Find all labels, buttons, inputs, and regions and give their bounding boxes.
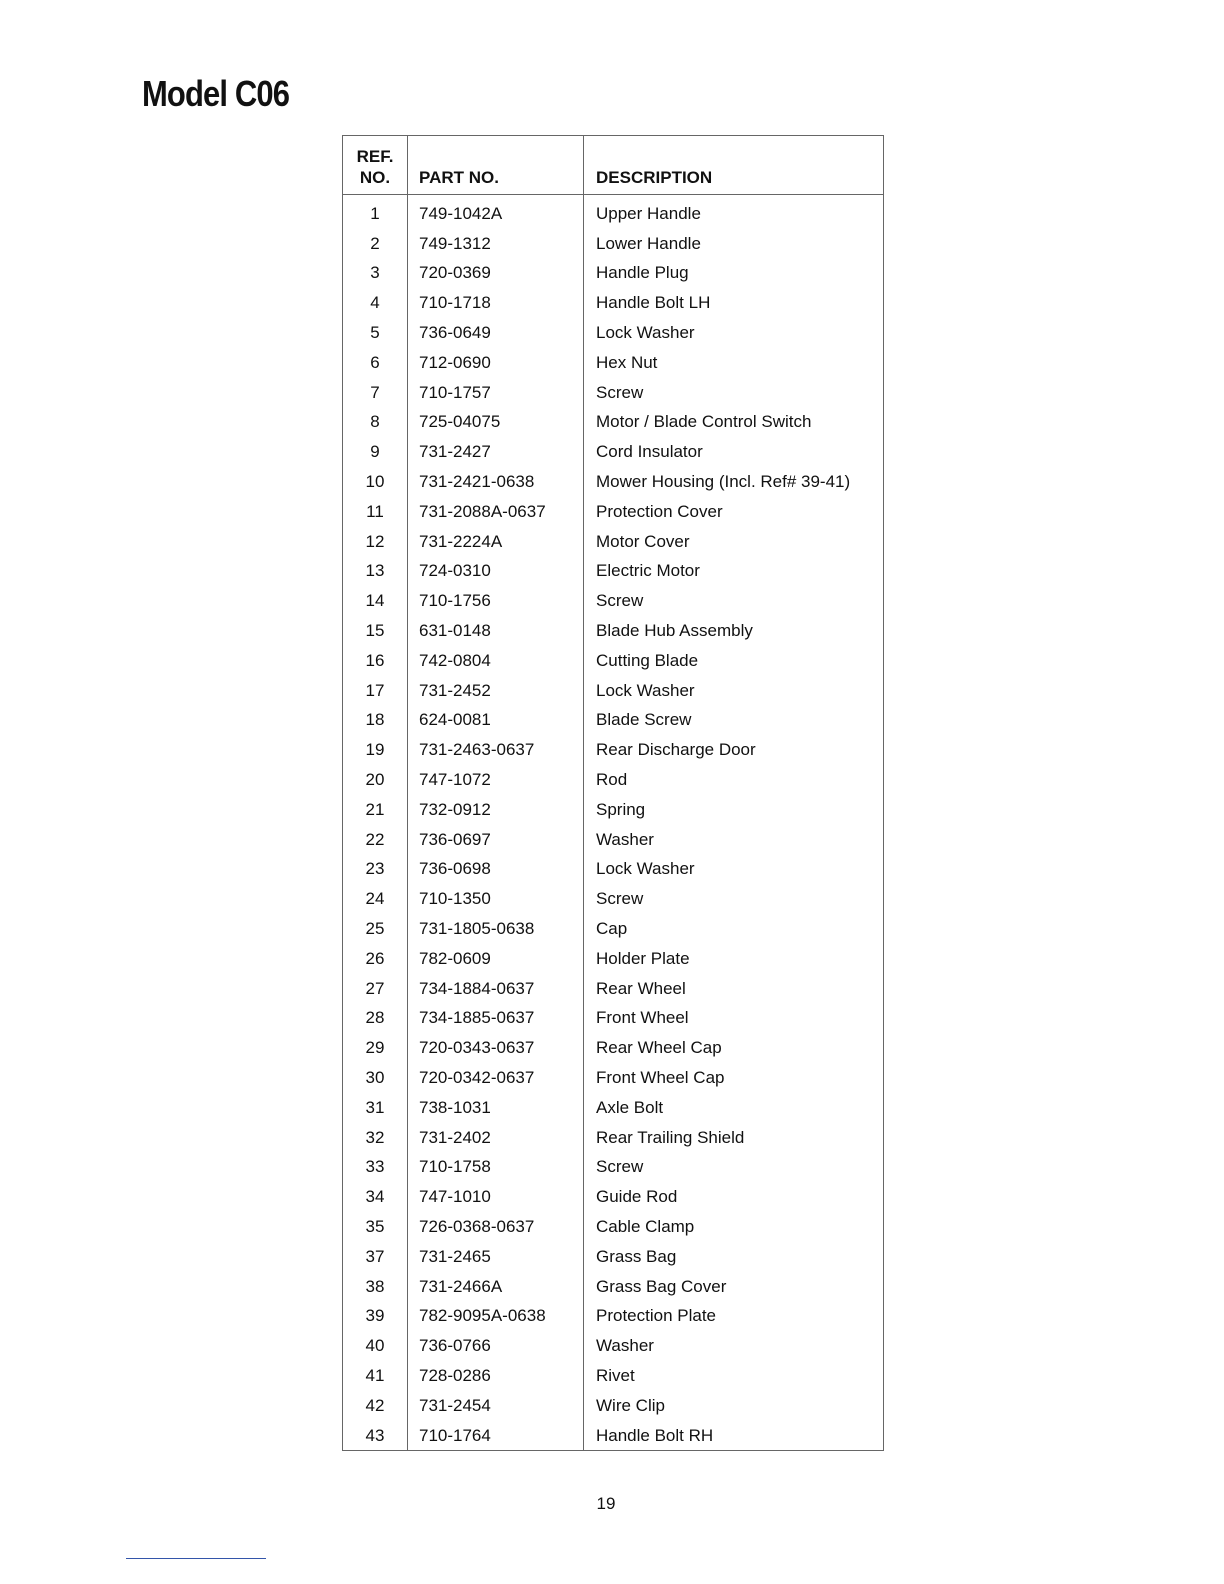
description-cell: Screw xyxy=(584,884,884,914)
ref-no-cell: 29 xyxy=(365,1038,385,1058)
table-row xyxy=(343,706,884,736)
description-cell: Rivet xyxy=(584,1361,884,1391)
part-no-cell: 731-2224A xyxy=(408,527,584,557)
ref-no-cell: 30 xyxy=(365,1068,385,1087)
part-no-cell: 731-2421-0638 xyxy=(408,467,584,497)
table-row xyxy=(343,557,884,587)
table-row xyxy=(343,1331,884,1361)
description-cell: Lock Washer xyxy=(584,855,884,885)
description-cell: Blade Screw xyxy=(584,706,884,736)
header-ref-line2: NO. xyxy=(359,168,391,187)
description-cell: Hex Nut xyxy=(584,348,884,378)
table-row xyxy=(343,259,884,289)
description-cell: Upper Handle xyxy=(584,195,884,229)
ref-no-cell: 26 xyxy=(365,948,385,968)
table-row xyxy=(343,288,884,318)
ref-no-cell: 27 xyxy=(365,978,385,998)
ref-no-cell: 3 xyxy=(370,263,380,283)
part-no-cell: 710-1756 xyxy=(408,586,584,616)
description-cell: Handle Bolt RH xyxy=(584,1421,884,1451)
description-cell: Rear Wheel Cap xyxy=(584,1033,884,1063)
part-no-cell: 720-0342-0637 xyxy=(408,1063,584,1093)
table-row xyxy=(343,1361,884,1391)
ref-no-cell: 1 xyxy=(370,203,380,223)
description-cell: Cord Insulator xyxy=(584,437,884,467)
table-row xyxy=(343,1212,884,1242)
description-cell: Washer xyxy=(584,825,884,855)
description-cell: Lock Washer xyxy=(584,676,884,706)
table-row xyxy=(343,1093,884,1123)
ref-no-cell: 18 xyxy=(365,710,385,730)
description-cell: Grass Bag Cover xyxy=(584,1272,884,1302)
table-row xyxy=(343,1421,884,1451)
description-cell: Rear Discharge Door xyxy=(584,735,884,765)
ref-no-cell: 5 xyxy=(370,323,380,343)
part-no-cell: 710-1718 xyxy=(408,288,584,318)
ref-no-cell: 37 xyxy=(365,1246,385,1266)
table-row xyxy=(343,378,884,408)
description-cell: Wire Clip xyxy=(584,1391,884,1421)
table-row xyxy=(343,586,884,616)
header-ref-line1: REF. xyxy=(356,147,394,166)
table-row xyxy=(343,467,884,497)
table-row xyxy=(343,408,884,438)
ref-no-cell: 14 xyxy=(365,591,385,611)
ref-no-cell: 19 xyxy=(365,740,385,760)
ref-no-cell: 38 xyxy=(365,1276,385,1296)
part-no-cell: 731-2402 xyxy=(408,1123,584,1153)
ref-no-cell: 34 xyxy=(365,1187,385,1207)
description-cell: Blade Hub Assembly xyxy=(584,616,884,646)
description-cell: Mower Housing (Incl. Ref# 39-41) xyxy=(584,467,884,497)
part-no-cell: 731-2088A-0637 xyxy=(408,497,584,527)
part-no-cell: 731-2463-0637 xyxy=(408,735,584,765)
header-part-no: PART NO. xyxy=(408,136,584,195)
parts-table-header xyxy=(343,136,884,195)
part-no-cell: 731-2452 xyxy=(408,676,584,706)
ref-no-cell: 31 xyxy=(365,1097,385,1117)
parts-table xyxy=(342,135,884,1451)
part-no-cell: 747-1072 xyxy=(408,765,584,795)
table-row xyxy=(343,914,884,944)
description-cell: Protection Cover xyxy=(584,497,884,527)
part-no-cell: 731-2466A xyxy=(408,1272,584,1302)
page-title: Model C06 xyxy=(142,73,290,114)
part-no-cell: 734-1884-0637 xyxy=(408,974,584,1004)
part-no-cell: 736-0697 xyxy=(408,825,584,855)
table-row xyxy=(343,348,884,378)
description-cell: Cable Clamp xyxy=(584,1212,884,1242)
description-cell: Rear Trailing Shield xyxy=(584,1123,884,1153)
part-no-cell: 736-0766 xyxy=(408,1331,584,1361)
part-no-cell: 710-1757 xyxy=(408,378,584,408)
ref-no-cell: 13 xyxy=(365,561,385,581)
description-cell: Axle Bolt xyxy=(584,1093,884,1123)
table-row xyxy=(343,1004,884,1034)
part-no-cell: 742-0804 xyxy=(408,646,584,676)
part-no-cell: 631-0148 xyxy=(408,616,584,646)
table-row xyxy=(343,1272,884,1302)
part-no-cell: 725-04075 xyxy=(408,408,584,438)
ref-no-cell: 22 xyxy=(365,829,385,849)
table-row xyxy=(343,646,884,676)
part-no-cell: 726-0368-0637 xyxy=(408,1212,584,1242)
ref-no-cell: 9 xyxy=(370,442,380,462)
table-row xyxy=(343,229,884,259)
part-no-cell: 624-0081 xyxy=(408,706,584,736)
table-row xyxy=(343,855,884,885)
part-no-cell: 731-2427 xyxy=(408,437,584,467)
part-no-cell: 738-1031 xyxy=(408,1093,584,1123)
description-cell: Spring xyxy=(584,795,884,825)
part-no-cell: 728-0286 xyxy=(408,1361,584,1391)
part-no-cell: 724-0310 xyxy=(408,557,584,587)
description-cell: Screw xyxy=(584,1153,884,1183)
description-cell: Handle Plug xyxy=(584,259,884,289)
description-cell: Motor / Blade Control Switch xyxy=(584,408,884,438)
part-no-cell: 710-1350 xyxy=(408,884,584,914)
table-row xyxy=(343,735,884,765)
part-no-cell: 720-0343-0637 xyxy=(408,1033,584,1063)
table-row xyxy=(343,676,884,706)
header-description: DESCRIPTION xyxy=(584,136,884,195)
ref-no-cell: 7 xyxy=(370,382,380,402)
ref-no-cell: 6 xyxy=(370,352,380,372)
part-no-cell: 731-2465 xyxy=(408,1242,584,1272)
description-cell: Screw xyxy=(584,378,884,408)
description-cell: Motor Cover xyxy=(584,527,884,557)
ref-no-cell: 4 xyxy=(370,293,380,313)
ref-no-cell: 20 xyxy=(365,770,385,790)
table-row xyxy=(343,1123,884,1153)
table-row xyxy=(343,974,884,1004)
ref-no-cell: 12 xyxy=(365,531,385,551)
ref-no-cell: 15 xyxy=(365,621,385,641)
table-row xyxy=(343,1242,884,1272)
ref-no-cell: 28 xyxy=(365,1008,385,1028)
parts-table-body xyxy=(343,195,884,1451)
part-no-cell: 712-0690 xyxy=(408,348,584,378)
ref-no-cell: 41 xyxy=(365,1365,385,1385)
header-row xyxy=(343,136,884,195)
table-row xyxy=(343,884,884,914)
ref-no-cell: 39 xyxy=(365,1306,385,1326)
part-no-cell: 731-1805-0638 xyxy=(408,914,584,944)
part-no-cell: 736-0649 xyxy=(408,318,584,348)
table-row xyxy=(343,1391,884,1421)
description-cell: Front Wheel Cap xyxy=(584,1063,884,1093)
ref-no-cell: 16 xyxy=(365,650,385,670)
ref-no-cell: 11 xyxy=(366,501,384,521)
footnote-rule xyxy=(126,1558,266,1559)
description-cell: Handle Bolt LH xyxy=(584,288,884,318)
part-no-cell: 747-1010 xyxy=(408,1182,584,1212)
ref-no-cell: 23 xyxy=(365,859,385,879)
part-no-cell: 782-0609 xyxy=(408,944,584,974)
ref-no-cell: 33 xyxy=(365,1157,385,1177)
table-row xyxy=(343,195,884,229)
page-number: 19 xyxy=(596,1494,616,1513)
ref-no-cell: 24 xyxy=(365,889,385,909)
description-cell: Rod xyxy=(584,765,884,795)
table-row xyxy=(343,1153,884,1183)
table-row xyxy=(343,765,884,795)
ref-no-cell: 21 xyxy=(365,799,385,819)
table-row xyxy=(343,1063,884,1093)
ref-no-cell: 35 xyxy=(365,1216,385,1236)
table-row xyxy=(343,1033,884,1063)
part-no-cell: 782-9095A-0638 xyxy=(408,1301,584,1331)
table-row xyxy=(343,497,884,527)
part-no-cell: 731-2454 xyxy=(408,1391,584,1421)
table-row xyxy=(343,616,884,646)
part-no-cell: 732-0912 xyxy=(408,795,584,825)
ref-no-cell: 17 xyxy=(365,680,385,700)
description-cell: Washer xyxy=(584,1331,884,1361)
description-cell: Grass Bag xyxy=(584,1242,884,1272)
ref-no-cell: 32 xyxy=(365,1127,385,1147)
table-row xyxy=(343,795,884,825)
description-cell: Lower Handle xyxy=(584,229,884,259)
header-ref-no xyxy=(343,136,408,195)
description-cell: Rear Wheel xyxy=(584,974,884,1004)
part-no-cell: 720-0369 xyxy=(408,259,584,289)
part-no-cell: 734-1885-0637 xyxy=(408,1004,584,1034)
part-no-cell: 710-1764 xyxy=(408,1421,584,1451)
part-no-cell: 710-1758 xyxy=(408,1153,584,1183)
part-no-cell: 749-1312 xyxy=(408,229,584,259)
part-no-cell: 736-0698 xyxy=(408,855,584,885)
ref-no-cell: 42 xyxy=(365,1395,385,1415)
ref-no-cell: 10 xyxy=(365,472,385,492)
table-row xyxy=(343,318,884,348)
description-cell: Protection Plate xyxy=(584,1301,884,1331)
ref-no-cell: 40 xyxy=(365,1336,385,1356)
ref-no-cell: 8 xyxy=(370,412,380,432)
description-cell: Screw xyxy=(584,586,884,616)
table-row xyxy=(343,825,884,855)
table-row xyxy=(343,437,884,467)
description-cell: Cutting Blade xyxy=(584,646,884,676)
description-cell: Cap xyxy=(584,914,884,944)
description-cell: Front Wheel xyxy=(584,1004,884,1034)
table-row xyxy=(343,1301,884,1331)
table-row xyxy=(343,527,884,557)
ref-no-cell: 43 xyxy=(365,1425,385,1445)
description-cell: Guide Rod xyxy=(584,1182,884,1212)
description-cell: Holder Plate xyxy=(584,944,884,974)
part-no-cell: 749-1042A xyxy=(408,195,584,229)
description-cell: Electric Motor xyxy=(584,557,884,587)
ref-no-cell: 25 xyxy=(365,919,385,939)
table-row xyxy=(343,1182,884,1212)
ref-no-cell: 2 xyxy=(370,233,380,253)
description-cell: Lock Washer xyxy=(584,318,884,348)
table-row xyxy=(343,944,884,974)
